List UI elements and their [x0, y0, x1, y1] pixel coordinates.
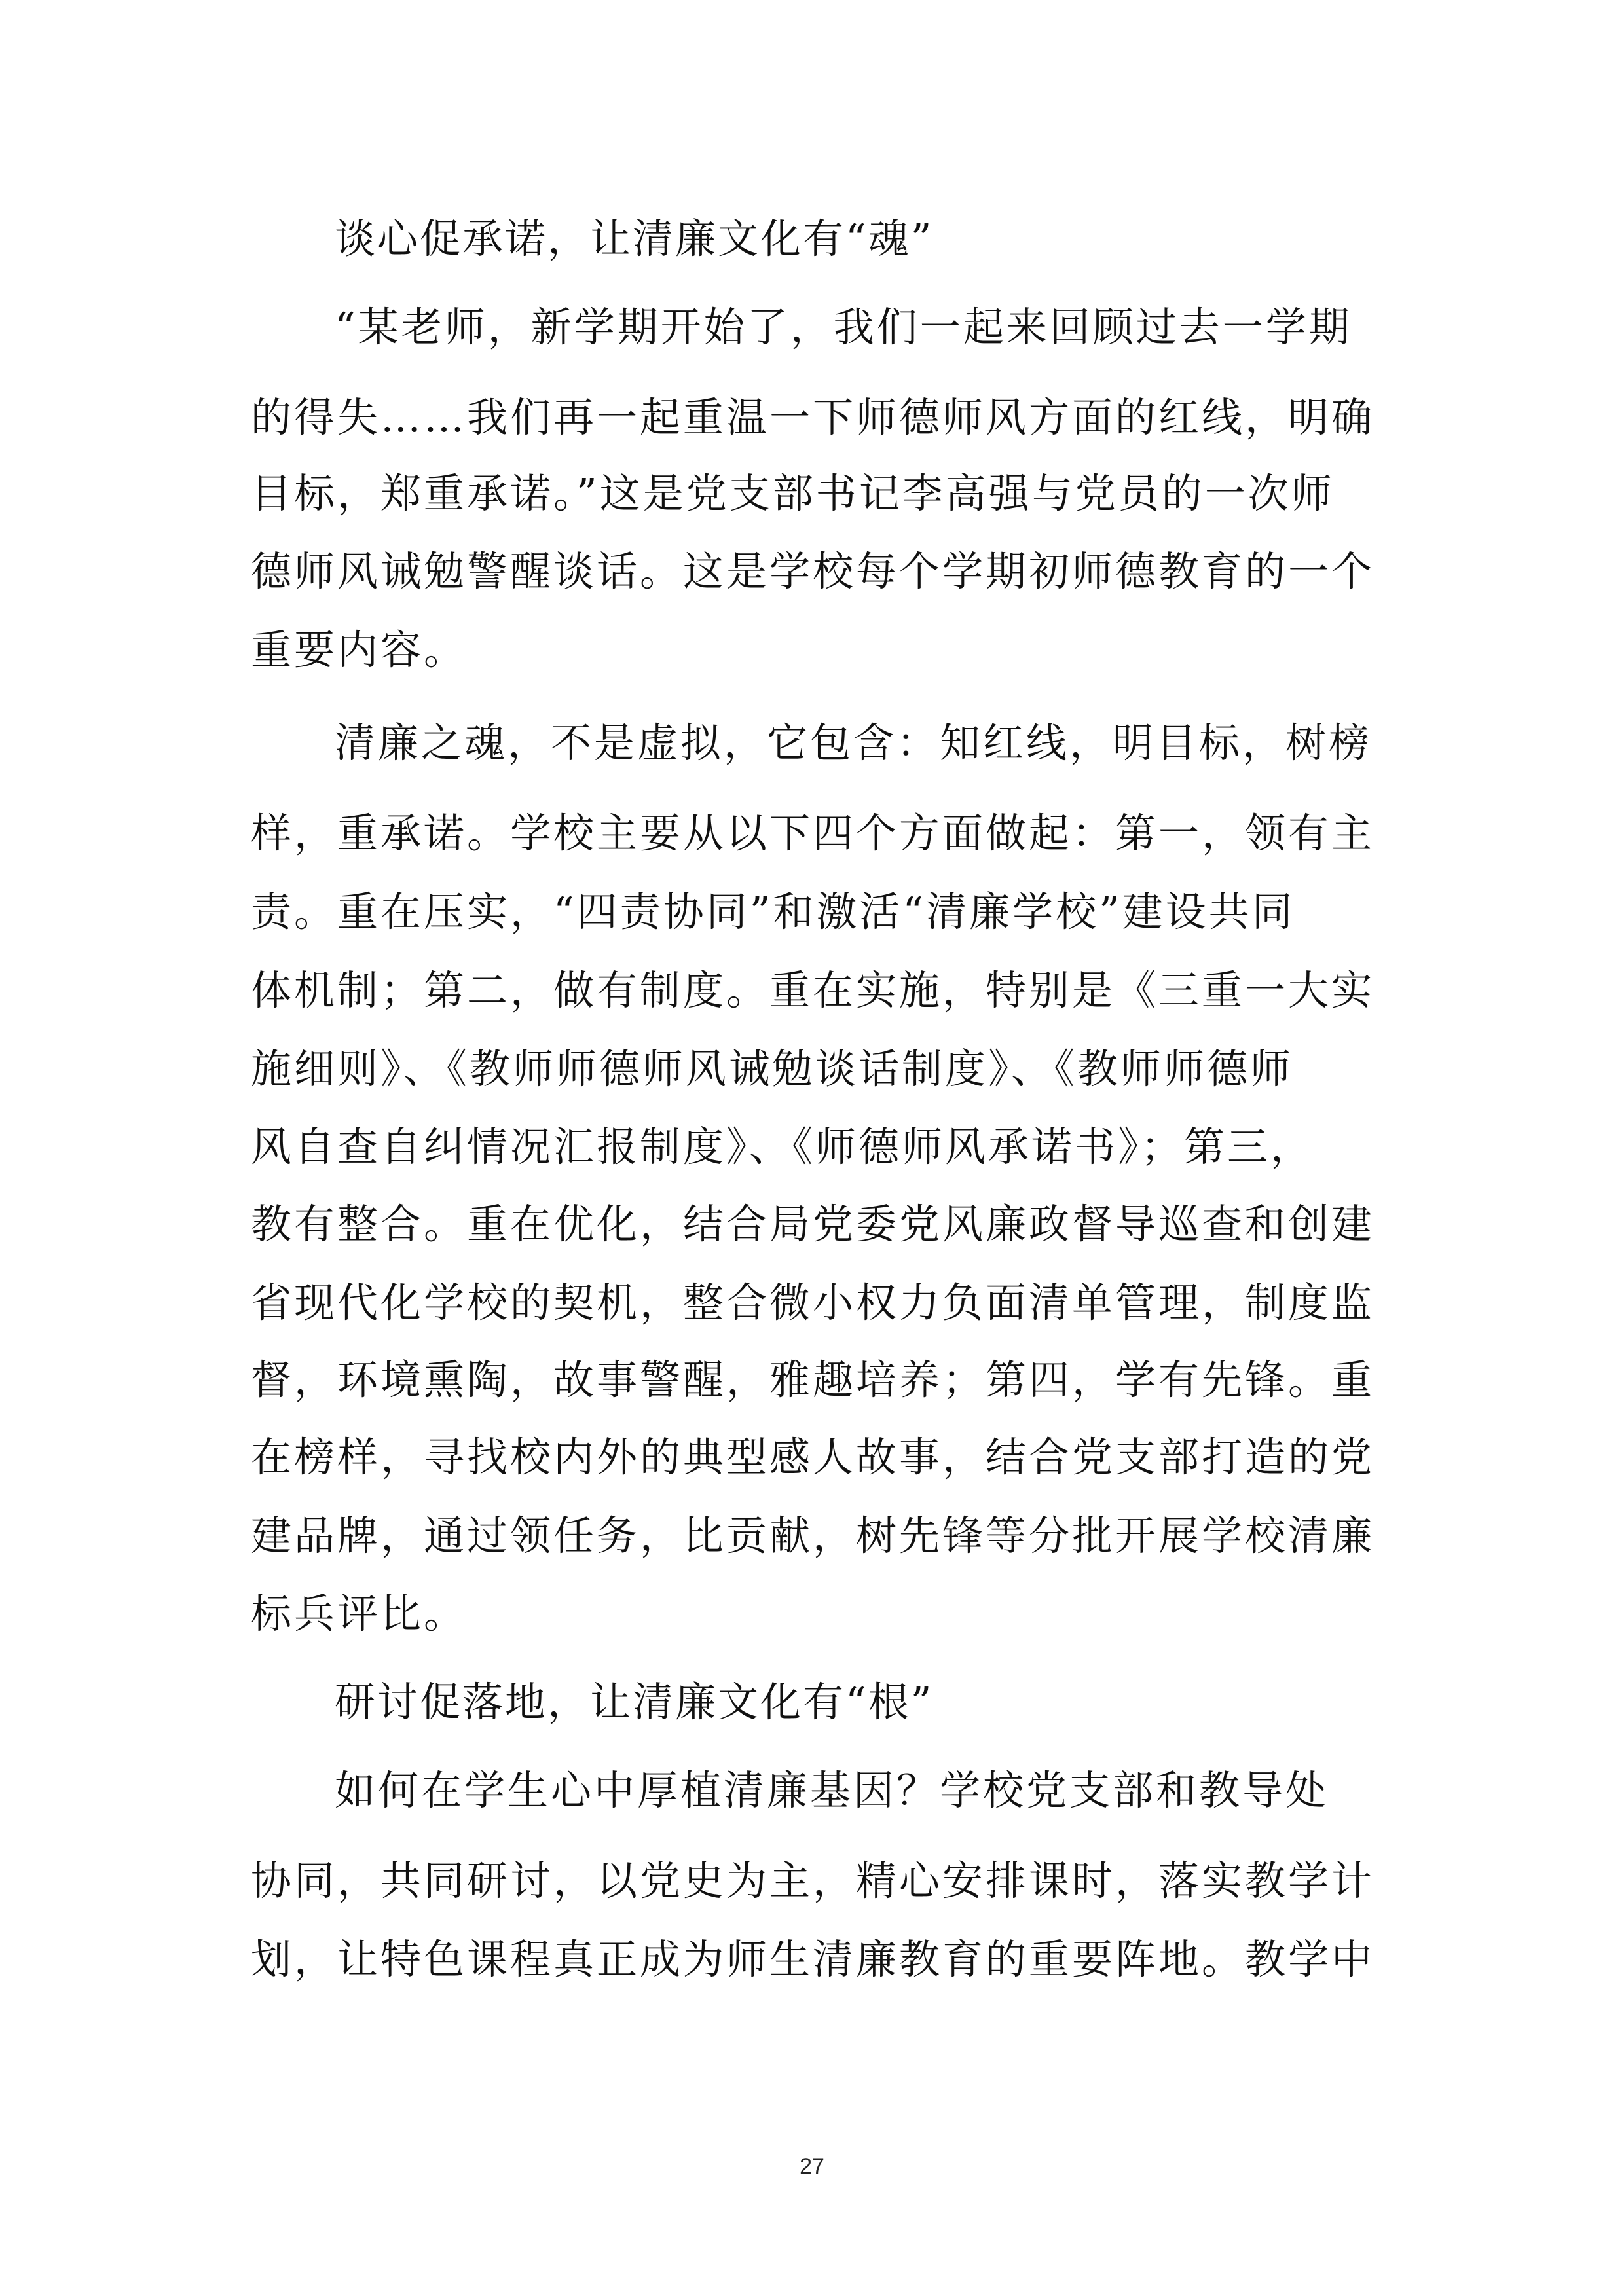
paragraph-2-line: 建品牌，通过领任务，比贡献，树先锋等分批开展学校清廉 [251, 1512, 1375, 1559]
paragraph-2-line: 施细则》、《教师师德师风诫勉谈话制度》、《教师师德师 [251, 1045, 1294, 1093]
paragraph-2-line: 体机制；第二，做有制度。重在实施，特别是《三重一大实 [251, 966, 1375, 1014]
paragraph-2-line: 样，重承诺。学校主要从以下四个方面做起：第一，领有主 [251, 809, 1375, 857]
paragraph-3-line: 划，让特色课程真正成为师生清廉教育的重要阵地。教学中 [251, 1935, 1375, 1983]
paragraph-3-line: 如何在学生心中厚植清廉基因？学校党支部和教导处 [335, 1766, 1329, 1814]
paragraph-1-line: “某老师，新学期开始了，我们一起来回顾过去一学期 [335, 303, 1352, 351]
paragraph-2-line: 标兵评比。 [251, 1590, 468, 1637]
paragraph-1-line: 重要内容。 [251, 626, 468, 674]
paragraph-3-line: 协同，共同研讨，以党史为主，精心安排课时，落实教学计 [251, 1857, 1375, 1904]
page-number: 27 [800, 2154, 824, 2179]
paragraph-2-line: 责。重在压实，“四责协同”和激活“清廉学校”建设共同 [251, 888, 1295, 936]
paragraph-2-line: 省现代化学校的契机，整合微小权力负面清单管理，制度监 [251, 1279, 1375, 1326]
section-heading-root: 研讨促落地，让清廉文化有“根” [335, 1678, 934, 1726]
paragraph-2-line: 风自查自纠情况汇报制度》、《师德师风承诺书》；第三， [251, 1123, 1314, 1171]
section-heading-soul: 谈心促承诺，让清廉文化有“魂” [335, 215, 934, 263]
paragraph-1-line: 德师风诫勉警醒谈话。这是学校每个学期初师德教育的一个 [251, 547, 1375, 595]
paragraph-2-line: 在榜样，寻找校内外的典型感人故事，结合党支部打造的党 [251, 1433, 1375, 1481]
paragraph-2-line: 教有整合。重在优化，结合局党委党风廉政督导巡查和创建 [251, 1200, 1375, 1248]
paragraph-2-line: 清廉之魂，不是虚拟，它包含：知红线，明目标，树榜 [335, 719, 1373, 767]
paragraph-1-line: 目标，郑重承诺。”这是党支部书记李高强与党员的一次师 [251, 469, 1335, 517]
paragraph-1-line: 的得失……我们再一起重温一下师德师风方面的红线，明确 [251, 393, 1375, 441]
paragraph-2-line: 督，环境熏陶，故事警醒，雅趣培养；第四，学有先锋。重 [251, 1356, 1375, 1404]
